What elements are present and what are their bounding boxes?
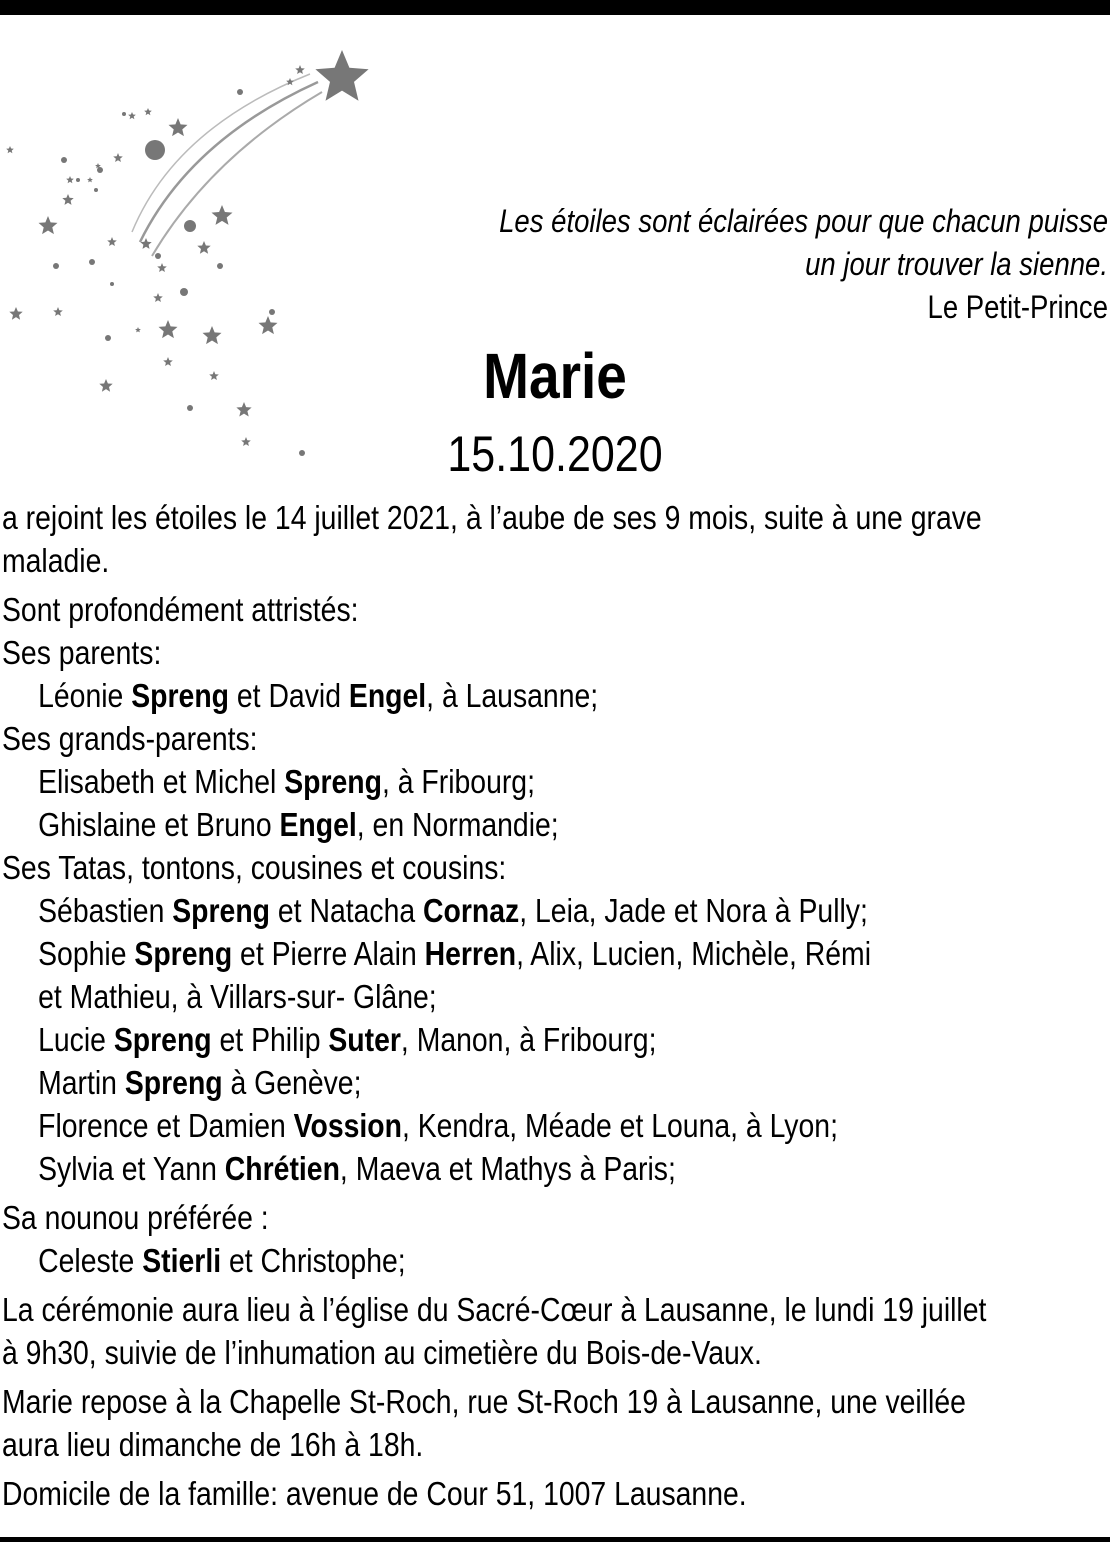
dot-icon xyxy=(94,188,98,192)
ceremony-line: La cérémonie aura lieu à l’église du Sacré-Cœur à Lausanne, le lundi 19 juillet xyxy=(2,1291,987,1328)
star-icon xyxy=(62,194,73,205)
mourner-row: Sébastien Spreng et Natacha Cornaz, Leia, Jade et Nora à Pully; xyxy=(38,892,868,929)
star-icon xyxy=(53,307,63,316)
star-icon xyxy=(113,153,123,162)
mourner-row: Ghislaine et Bruno Engel, en Normandie; xyxy=(38,806,559,843)
star-icon xyxy=(153,293,163,302)
dot-icon xyxy=(61,157,67,163)
star-icon xyxy=(6,146,14,153)
section-heading: Ses Tatas, tontons, cousines et cousins: xyxy=(2,849,507,886)
dot-icon xyxy=(53,263,59,269)
dot-icon xyxy=(184,220,196,232)
mourner-row: Martin Spreng à Genève; xyxy=(38,1064,362,1101)
deceased-name: Marie xyxy=(483,340,627,412)
star-icon xyxy=(128,112,136,119)
quote-line: Les étoiles sont éclairées pour que chacun puisse xyxy=(499,203,1108,239)
bottom-border xyxy=(0,1537,1110,1542)
section-heading: Ses parents: xyxy=(2,634,162,671)
star-icon xyxy=(315,50,368,101)
star-icon xyxy=(107,237,117,246)
dot-icon xyxy=(217,263,223,269)
star-icon xyxy=(212,205,233,225)
intro-line: maladie. xyxy=(2,542,110,579)
star-icon xyxy=(295,65,305,74)
quote-block xyxy=(489,200,1108,329)
dot-icon xyxy=(237,89,243,95)
mourner-row: Léonie Spreng et David Engel, à Lausanne; xyxy=(38,677,599,714)
quote-line: un jour trouver la sienne. xyxy=(805,246,1108,282)
rest-line: Marie repose à la Chapelle St-Roch, rue St-Roch 19 à Lausanne, une veillée xyxy=(2,1383,966,1420)
dot-icon xyxy=(97,167,103,173)
star-icon xyxy=(197,241,210,254)
mourner-row: Lucie Spreng et Philip Suter, Manon, à Fribourg; xyxy=(38,1021,657,1058)
announcement-body xyxy=(2,496,1110,1515)
mourner-row: Sophie Spreng et Pierre Alain Herren, Alix, Lucien, Michèle, Rémi xyxy=(38,935,872,972)
dot-icon xyxy=(269,309,275,315)
star-icon xyxy=(87,177,93,182)
mourner-row: et Mathieu, à Villars-sur- Glâne; xyxy=(38,978,437,1015)
top-border xyxy=(0,0,1110,15)
mourner-row: Elisabeth et Michel Spreng, à Fribourg; xyxy=(38,763,535,800)
dot-icon xyxy=(122,112,126,116)
dot-icon xyxy=(110,282,114,286)
section-heading: Ses grands-parents: xyxy=(2,720,258,757)
star-icon xyxy=(39,216,58,234)
star-icon xyxy=(169,118,188,136)
dot-icon xyxy=(145,140,165,160)
star-icon xyxy=(66,176,74,183)
dot-icon xyxy=(155,253,161,259)
dot-icon xyxy=(76,178,80,182)
star-icon xyxy=(259,316,278,334)
intro-line: a rejoint les étoiles le 14 juillet 2021, à l’aube de ses 9 mois, suite à une grave xyxy=(2,499,982,536)
star-icon xyxy=(135,327,141,332)
birth-date: 15.10.2020 xyxy=(447,426,663,482)
rest-line: aura lieu dimanche de 16h à 18h. xyxy=(2,1426,424,1463)
family-address: Domicile de la famille: avenue de Cour 51, 1007 Lausanne. xyxy=(2,1475,747,1512)
mourners-intro: Sont profondément attristés: xyxy=(2,591,359,628)
quote-author: Le Petit-Prince xyxy=(927,289,1108,325)
dot-icon xyxy=(180,288,188,296)
mourner-row: Celeste Stierli et Christophe; xyxy=(38,1242,406,1279)
mourner-row: Florence et Damien Vossion, Kendra, Méade et Louna, à Lyon; xyxy=(38,1107,838,1144)
dot-icon xyxy=(89,259,95,265)
star-icon xyxy=(157,263,167,272)
section-heading: Sa nounou préférée : xyxy=(2,1199,269,1236)
star-icon xyxy=(9,307,22,320)
star-icon xyxy=(144,108,152,115)
ceremony-line: à 9h30, suivie de l’inhumation au cimetière du Bois-de-Vaux. xyxy=(2,1334,762,1371)
mourner-row: Sylvia et Yann Chrétien, Maeva et Mathys à Paris; xyxy=(38,1150,676,1187)
